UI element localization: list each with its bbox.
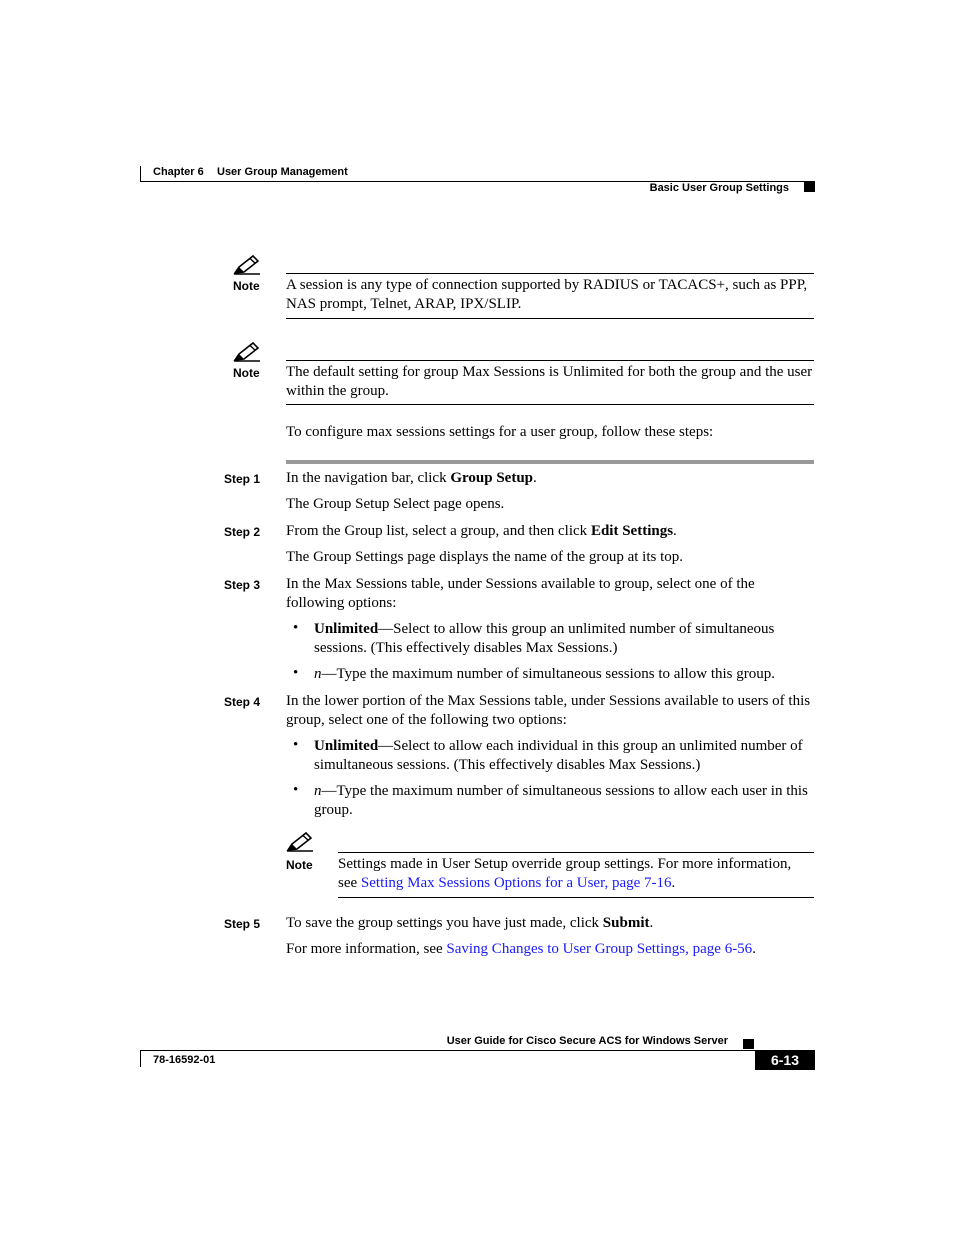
ui-term: Group Setup bbox=[450, 470, 534, 486]
footer-left-bar bbox=[140, 1050, 141, 1067]
note-bottom-rule bbox=[338, 897, 814, 898]
footer-marker bbox=[743, 1039, 754, 1049]
note-top-rule bbox=[286, 360, 814, 361]
header-marker bbox=[804, 182, 815, 192]
step-text: In the Max Sessions table, under Sessions available to group, select one of the following options: bbox=[286, 576, 755, 611]
note-label: Note bbox=[286, 858, 313, 872]
note-top-rule bbox=[338, 852, 814, 853]
note-text: Settings made in User Setup override group settings. For more information, see Setting Max Sessions Options for a User, page 7-16. bbox=[338, 856, 792, 891]
step-text: From the Group list, select a group, and then click Edit Settings. bbox=[286, 523, 677, 539]
bullet-icon: • bbox=[293, 620, 299, 636]
procedure-rule bbox=[286, 460, 814, 464]
footer-rule bbox=[140, 1050, 815, 1051]
option-item: Unlimited—Select to allow each individual in this group an unlimited number of simultaneous sessions. (This effectively disables Max Sessions.) bbox=[314, 738, 803, 773]
bullet-icon: • bbox=[293, 665, 299, 681]
header-left-bar bbox=[140, 166, 141, 182]
page-number: 6-13 bbox=[755, 1051, 815, 1070]
note-text: The default setting for group Max Sessions is Unlimited for both the group and the user within the group. bbox=[286, 364, 813, 399]
option-item: Unlimited—Select to allow this group an unlimited number of simultaneous sessions. (This effectively disables Max Sessions.) bbox=[314, 621, 775, 656]
note-pencil-icon bbox=[233, 253, 261, 275]
document-number: 78-16592-01 bbox=[153, 1054, 216, 1066]
step-text: In the lower portion of the Max Sessions table, under Sessions available to users of this group, select one of the following two options: bbox=[286, 693, 811, 728]
note-text: A session is any type of connection supported by RADIUS or TACACS+, such as PPP, NAS prompt, Telnet, ARAP, IPX/SLIP. bbox=[286, 277, 808, 312]
step-label: Step 1 bbox=[224, 472, 261, 486]
note-top-rule bbox=[286, 273, 814, 274]
note-pencil-icon bbox=[233, 340, 261, 362]
note-label: Note bbox=[233, 366, 260, 380]
step-text: To save the group settings you have just made, click Submit. bbox=[286, 915, 654, 931]
option-item: n—Type the maximum number of simultaneous sessions to allow this group. bbox=[314, 666, 775, 682]
ui-term: Edit Settings bbox=[590, 523, 674, 539]
ui-term: Submit bbox=[602, 915, 650, 931]
note-label: Note bbox=[233, 279, 260, 293]
note-bottom-rule bbox=[286, 404, 814, 405]
chapter-number: Chapter 6 bbox=[153, 166, 204, 178]
step-result: The Group Settings page displays the name of the group at its top. bbox=[286, 549, 684, 565]
step-text: In the navigation bar, click Group Setup. bbox=[286, 470, 537, 486]
step-label: Step 3 bbox=[224, 578, 261, 592]
guide-title: User Guide for Cisco Secure ACS for Windows Server bbox=[446, 1035, 728, 1047]
bullet-icon: • bbox=[293, 782, 299, 798]
cross-reference-link[interactable]: Setting Max Sessions Options for a User, page 7-16 bbox=[360, 874, 672, 891]
section-title: Basic User Group Settings bbox=[649, 182, 789, 194]
bullet-icon: • bbox=[293, 737, 299, 753]
option-item: n—Type the maximum number of simultaneous sessions to allow each user in this group. bbox=[314, 783, 808, 818]
step-label: Step 2 bbox=[224, 525, 261, 539]
chapter-title: User Group Management bbox=[217, 166, 348, 178]
step-label: Step 4 bbox=[224, 695, 261, 709]
procedure-intro: To configure max sessions settings for a user group, follow these steps: bbox=[286, 424, 714, 440]
note-pencil-icon bbox=[286, 830, 314, 852]
step-label: Step 5 bbox=[224, 917, 261, 931]
note-bottom-rule bbox=[286, 318, 814, 319]
cross-reference-link[interactable]: Saving Changes to User Group Settings, page 6-56 bbox=[446, 941, 753, 957]
step-result: The Group Setup Select page opens. bbox=[286, 496, 505, 512]
step-result: For more information, see Saving Changes to User Group Settings, page 6-56. bbox=[286, 941, 756, 957]
